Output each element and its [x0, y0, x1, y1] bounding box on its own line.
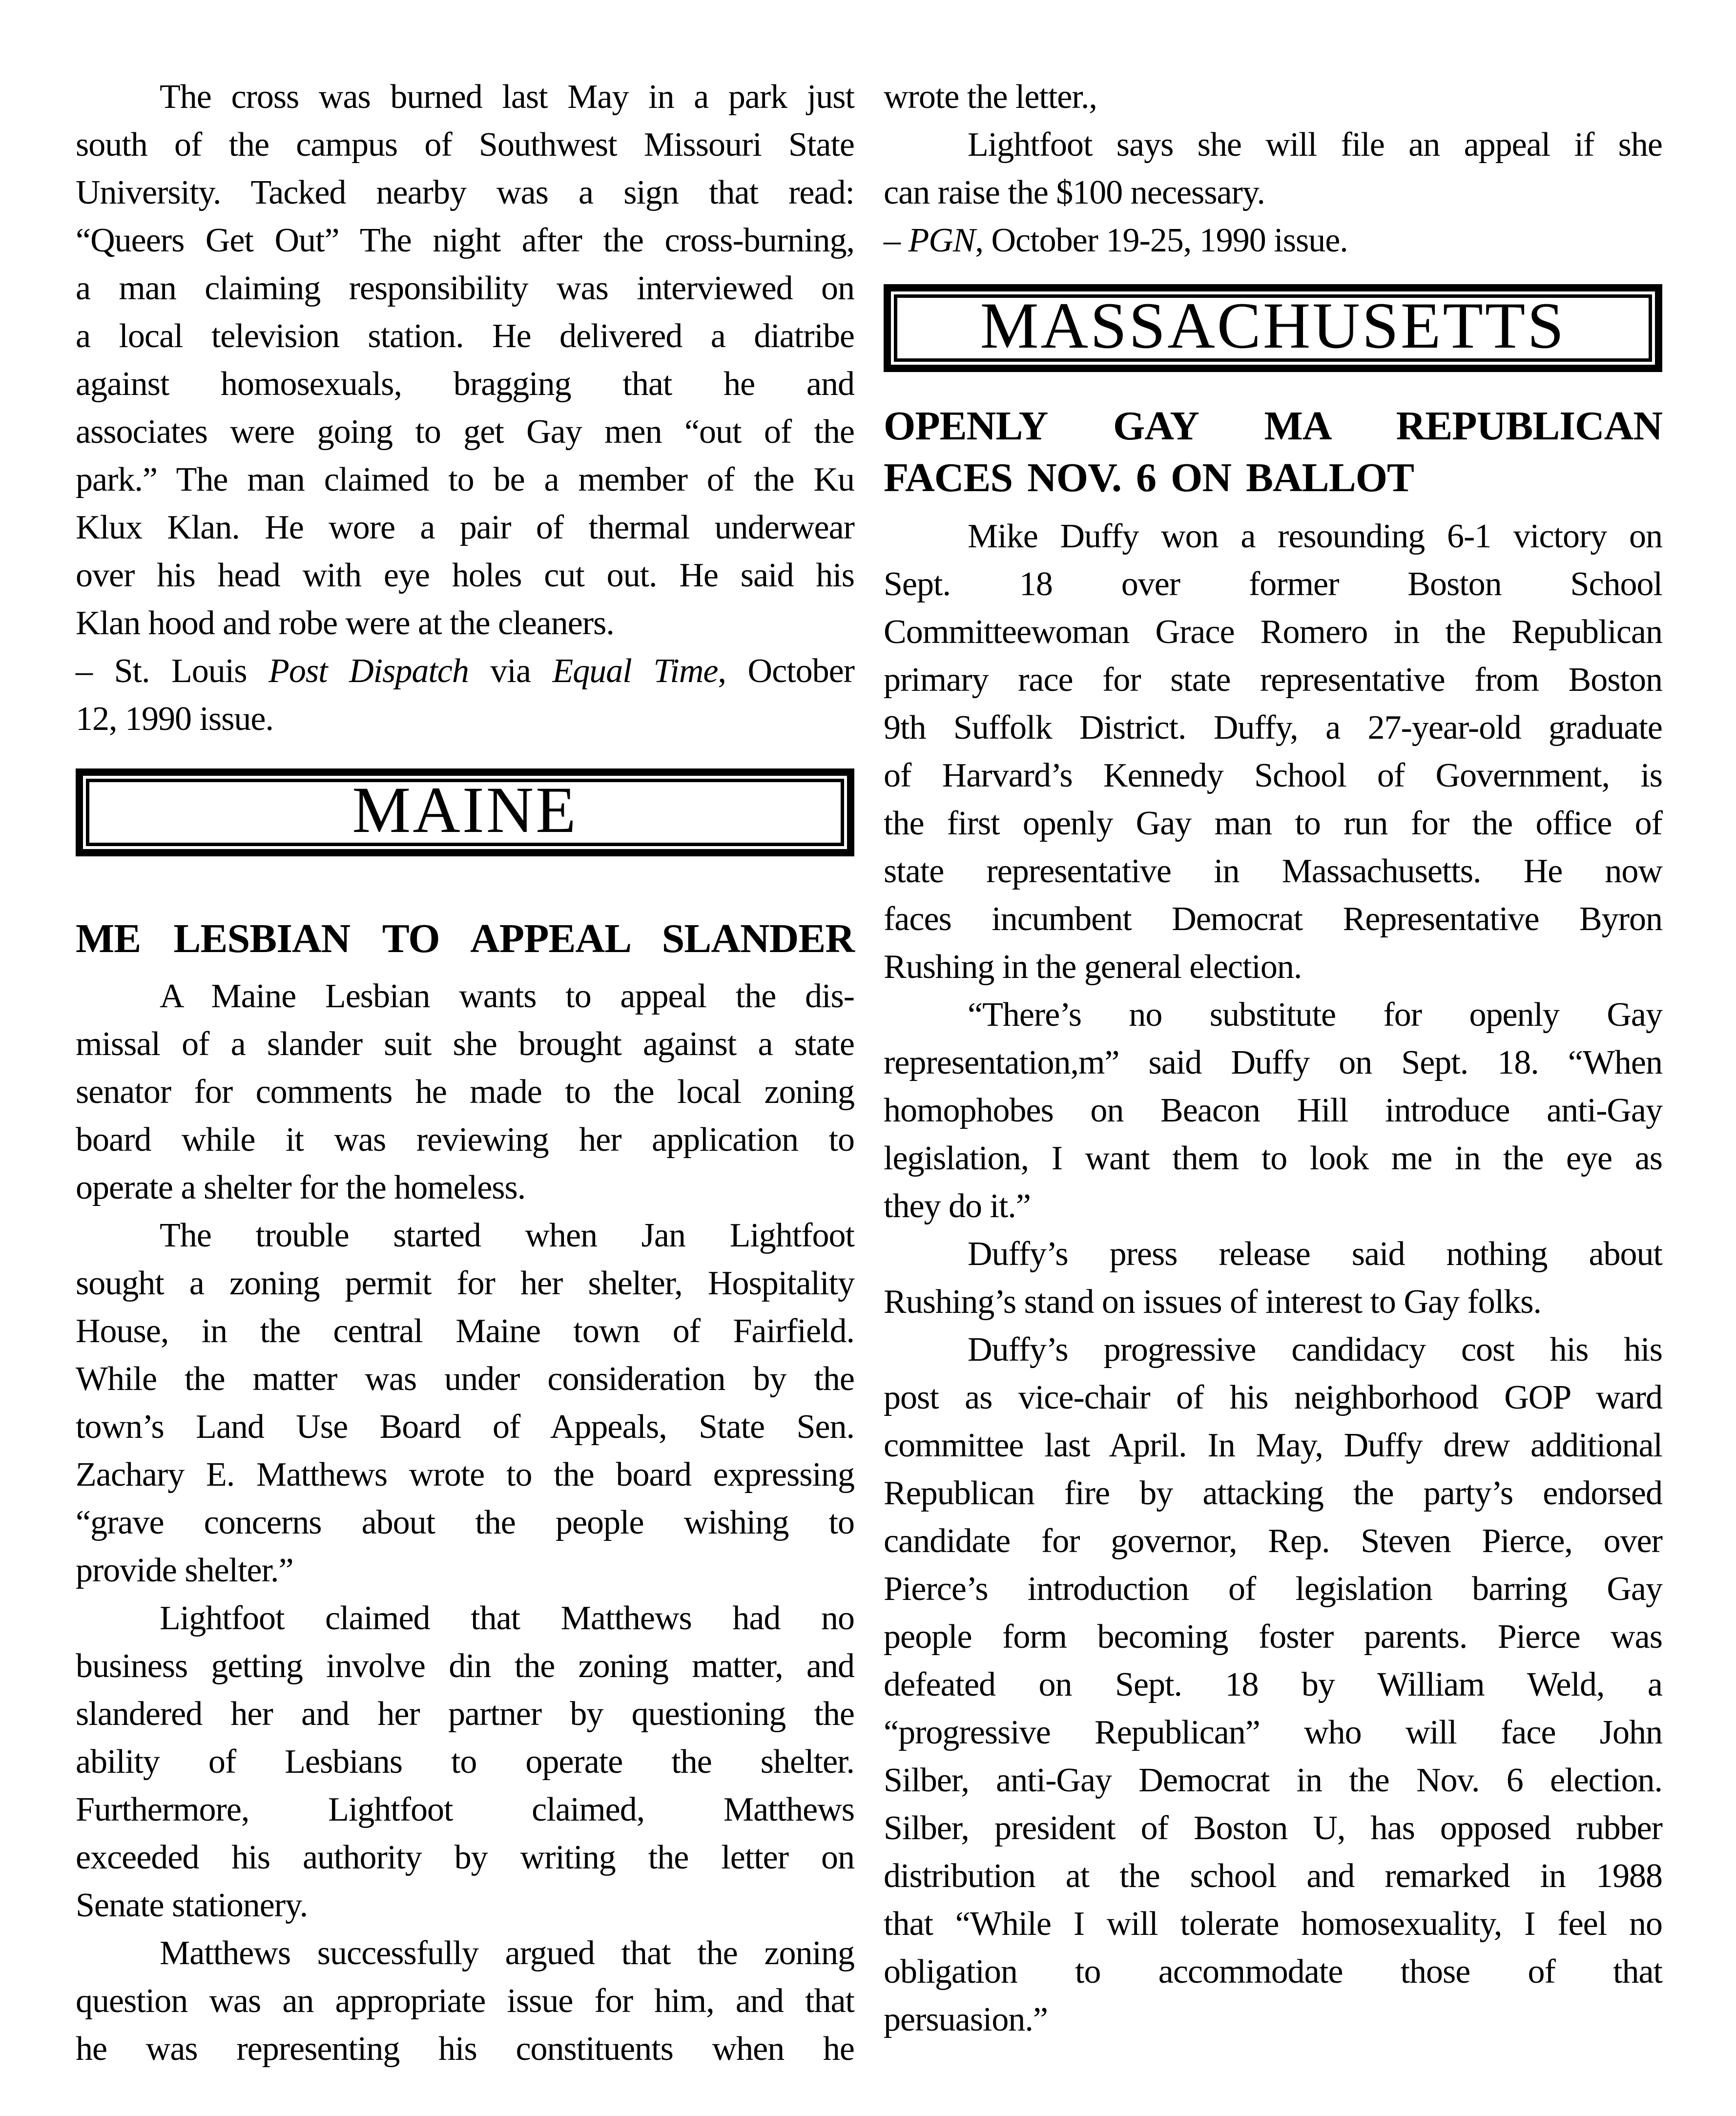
source-attribution-post-dispatch	[76, 647, 854, 743]
story-missouri-continuation	[76, 73, 854, 647]
state-section-box-inner-border	[894, 290, 1652, 362]
text-line: Sept. 18 over former Boston School	[884, 565, 1662, 603]
text-line: “There’s no substitute for openly Gay	[968, 996, 1662, 1034]
text-line: primary race for state representative from Boston	[884, 661, 1662, 699]
maine-article-paragraph-4	[76, 1929, 854, 2073]
text-line: business getting involve din the zoning matter, and	[76, 1647, 854, 1685]
text-line: ability of Lesbians to operate the shelter.	[76, 1743, 854, 1781]
text-line: state representative in Massachusetts. He now	[884, 852, 1662, 890]
text-line: Lightfoot says she will file an appeal if she	[968, 126, 1662, 164]
text-line: Matthews successfully argued that the zoning	[160, 1934, 854, 1972]
text-line: a man claiming responsibility was interviewed on	[76, 270, 854, 307]
text-line: south of the campus of Southwest Missouri State	[76, 126, 854, 164]
text-line: The cross was burned last May in a park just	[160, 78, 854, 116]
text-line: Furthermore, Lightfoot claimed, Matthews	[76, 1791, 854, 1828]
text-line: ME LESBIAN TO APPEAL SLANDER	[76, 916, 854, 961]
text-line: they do it.”	[884, 1187, 1031, 1225]
text-line: persuasion.”	[884, 2001, 1048, 2038]
text-line: “grave concerns about the people wishing to	[76, 1504, 854, 1541]
text-line: Republican fire by attacking the party’s endorsed	[884, 1474, 1662, 1512]
text-line: exceeded his authority by writing the letter on	[76, 1839, 854, 1876]
text-line: Lightfoot claimed that Matthews had no	[160, 1599, 854, 1637]
text-line: FACES NOV. 6 ON BALLOT	[884, 455, 1414, 500]
text-line: question was an appropriate issue for him, and that	[76, 1982, 854, 2020]
text-line: operate a shelter for the homeless.	[76, 1169, 526, 1206]
massachusetts-article-paragraph-3	[884, 1230, 1662, 1326]
text-line: Klux Klan. He wore a pair of thermal underwear	[76, 509, 854, 546]
text-line: representation,m” said Duffy on Sept. 18. “When	[884, 1044, 1662, 1081]
maine-article-paragraph-5	[884, 121, 1662, 217]
text-line: Committeewoman Grace Romero in the Republican	[884, 613, 1662, 651]
text-line: homophobes on Beacon Hill introduce anti-Gay	[884, 1092, 1662, 1129]
text-line: Duffy’s press release said nothing about	[968, 1235, 1662, 1273]
text-line: Silber, anti-Gay Democrat in the Nov. 6 election.	[884, 1762, 1662, 1799]
text-line: Rushing in the general election.	[884, 948, 1302, 986]
text-line: committee last April. In May, Duffy drew additional	[884, 1427, 1662, 1464]
text-line: Klan hood and robe were at the cleaners.	[76, 604, 614, 642]
text-line: A Maine Lesbian wants to appeal the dis-	[160, 977, 854, 1015]
text-line: Duffy’s progressive candidacy cost his his	[968, 1331, 1662, 1369]
text-line: that “While I will tolerate homosexuality, I feel no	[884, 1905, 1662, 1943]
text-line: 9th Suffolk District. Duffy, a 27-year-old graduate	[884, 709, 1662, 747]
text-line: can raise the $100 necessary.	[884, 174, 1265, 211]
italic-publication-name: Equal Time	[552, 652, 718, 690]
text-line: Rushing’s stand on issues of interest to Gay folks.	[884, 1283, 1541, 1321]
text-line: University. Tacked nearby was a sign that read:	[76, 174, 854, 211]
text-line: House, in the central Maine town of Fairfield.	[76, 1312, 854, 1350]
state-section-title: MASSACHUSETTS	[980, 290, 1566, 362]
text-line: associates were going to get Gay men “out of the	[76, 413, 854, 451]
text-line: – PGN, October 19-25, 1990 issue.	[884, 222, 1348, 259]
maine-section-box	[76, 768, 854, 856]
text-line: faces incumbent Democrat Representative Byron	[884, 900, 1662, 938]
massachusetts-section-box	[884, 284, 1662, 372]
text-line: “Queers Get Out” The night after the cross-burning,	[76, 222, 854, 259]
text-line: town’s Land Use Board of Appeals, State Sen.	[76, 1408, 854, 1446]
text-line: against homosexuals, bragging that he and	[76, 365, 854, 403]
state-section-title: MAINE	[352, 774, 578, 847]
text-line: slandered her and her partner by questioning the	[76, 1695, 854, 1733]
massachusetts-article-paragraph-1	[884, 513, 1662, 991]
text-line: 12, 1990 issue.	[76, 700, 273, 738]
state-section-box-inner-border	[86, 774, 844, 847]
text-line: he was representing his constituents when he	[76, 2030, 854, 2068]
text-line: OPENLY GAY MA REPUBLICAN	[884, 403, 1662, 449]
maine-article-paragraph-2	[76, 1212, 854, 1595]
text-line: park.” The man claimed to be a member of the Ku	[76, 461, 854, 498]
text-line: While the matter was under consideration by the	[76, 1360, 854, 1398]
massachusetts-article-headline	[884, 400, 1662, 504]
text-line: a local television station. He delivered a diatribe	[76, 317, 854, 355]
massachusetts-article-paragraph-4	[884, 1326, 1662, 2044]
italic-publication-name: PGN	[908, 222, 975, 259]
maine-article-continuation	[884, 73, 1662, 121]
text-line: board while it was reviewing her application to	[76, 1121, 854, 1159]
maine-article-paragraph-3	[76, 1595, 854, 1929]
italic-publication-name: Post Dispatch	[269, 652, 469, 690]
text-line: people form becoming foster parents. Pierce was	[884, 1618, 1662, 1656]
text-line: candidate for governor, Rep. Steven Pierce, over	[884, 1522, 1662, 1560]
text-line: Senate stationery.	[76, 1887, 308, 1924]
text-line: “progressive Republican” who will face John	[884, 1714, 1662, 1751]
text-line: wrote the letter.,	[884, 78, 1097, 116]
text-line: distribution at the school and remarked in 1988	[884, 1857, 1662, 1895]
text-line: senator for comments he made to the local zoning	[76, 1073, 854, 1111]
text-line: The trouble started when Jan Lightfoot	[160, 1217, 854, 1254]
right-column	[884, 73, 1662, 2044]
text-line: provide shelter.”	[76, 1552, 293, 1589]
text-line: the first openly Gay man to run for the office of	[884, 805, 1662, 842]
maine-article-paragraph-1	[76, 973, 854, 1212]
text-line: over his head with eye holes cut out. He said his	[76, 557, 854, 594]
text-line: sought a zoning permit for her shelter, Hospitality	[76, 1265, 854, 1302]
text-line: defeated on Sept. 18 by William Weld, a	[884, 1666, 1662, 1703]
text-line: Silber, president of Boston U, has opposed rubber	[884, 1809, 1662, 1847]
text-line: post as vice-chair of his neighborhood GOP ward	[884, 1379, 1662, 1416]
text-line: Mike Duffy won a resounding 6-1 victory on	[968, 518, 1662, 555]
text-line: of Harvard’s Kennedy School of Government, is	[884, 757, 1662, 794]
text-line: – St. Louis Post Dispatch via Equal Time, October	[76, 652, 854, 690]
text-line: obligation to accommodate those of that	[884, 1953, 1662, 1991]
text-line: Zachary E. Matthews wrote to the board expressing	[76, 1456, 854, 1494]
maine-article-headline	[76, 913, 854, 965]
text-line: missal of a slander suit she brought against a state	[76, 1025, 854, 1063]
text-line: Pierce’s introduction of legislation barring Gay	[884, 1570, 1662, 1608]
text-line: legislation, I want them to look me in the eye as	[884, 1140, 1662, 1177]
left-column	[76, 73, 854, 2073]
source-attribution-pgn	[884, 217, 1662, 265]
massachusetts-article-paragraph-2	[884, 991, 1662, 1230]
